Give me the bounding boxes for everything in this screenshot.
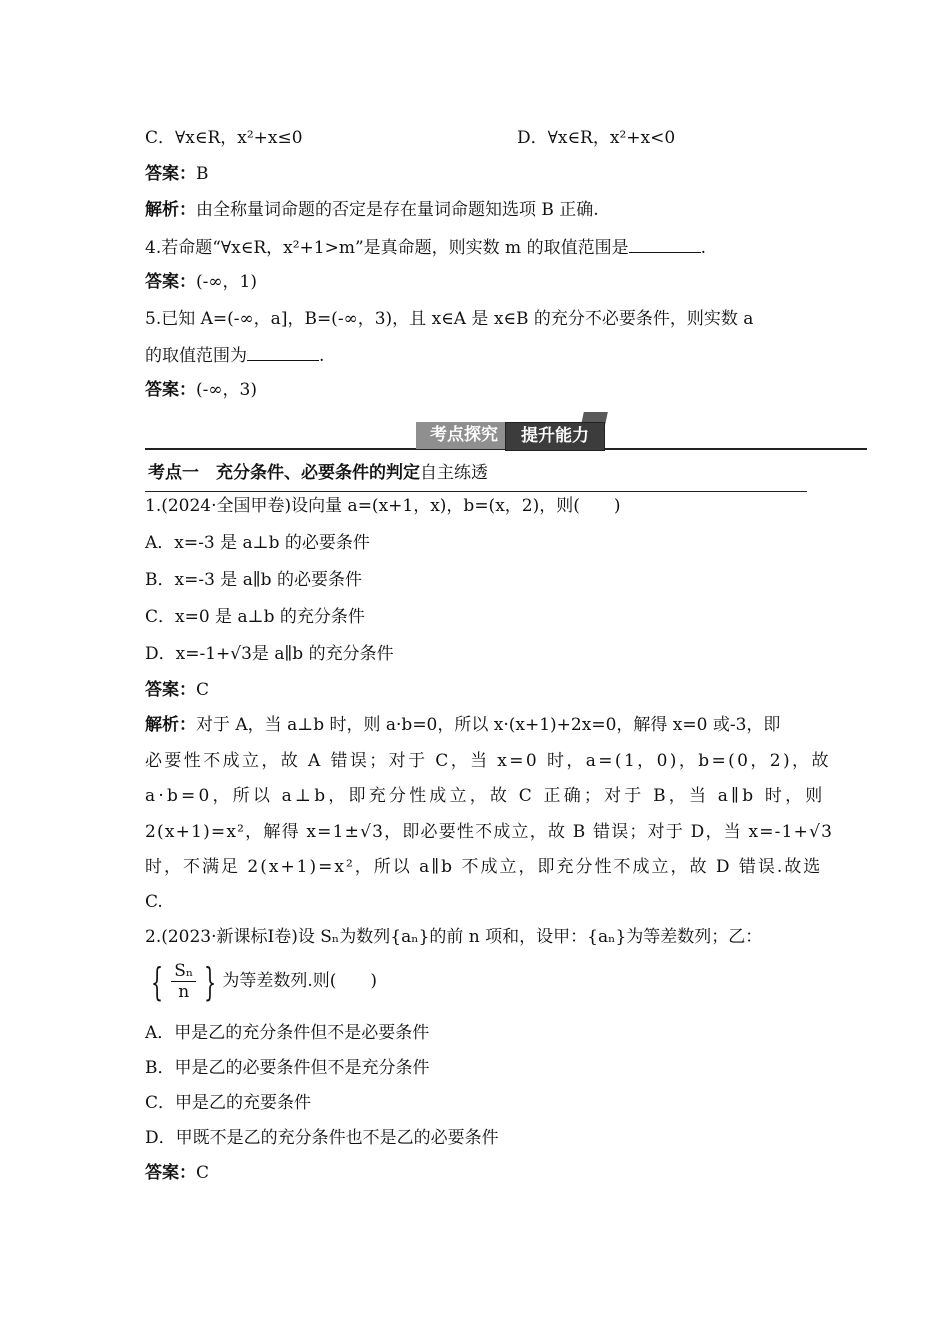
- q2-option-d: D．甲既不是乙的充分条件也不是乙的必要条件: [145, 1128, 499, 1148]
- q2-stem-line2: { $\frac{\text{Sₙ}}{n}$ } 为等差数列.则( ): [151, 959, 378, 1004]
- right-brace: }: [204, 959, 217, 1004]
- q1-explanation-line3: a·b=0，所以 a⊥b，即充分性成立，故 C 正确；对于 B，当 a∥b 时，则: [145, 786, 826, 806]
- q2-stem: 2.(2023·新课标Ⅰ卷)设 Sₙ为数列{aₙ}的前 n 项和，设甲：{aₙ}为等差数列；乙：: [145, 927, 763, 947]
- q1-explanation-line1: 解析：对于 A，当 a⊥b 时，则 a·b=0，所以 x·(x+1)+2x=0，解得 x=0 或-3，即: [145, 715, 781, 735]
- q1-option-b: B．x=-3 是 a∥b 的必要条件: [145, 570, 362, 590]
- banner-tab-explore: 考点探究: [416, 422, 512, 449]
- fraction-sn-over-n: $\frac{\text{Sₙ}}{n}$: [171, 961, 196, 1002]
- q2-option-c: C．甲是乙的充要条件: [145, 1093, 312, 1113]
- q1-explanation-line5: 时，不满足 2(x+1)=x²，所以 a∥b 不成立，即充分性不成立，故 D 错误.故选: [145, 857, 823, 877]
- q3-option-c: C．∀x∈R，x²+x≤0: [145, 128, 303, 148]
- answer-blank: [247, 342, 319, 361]
- left-brace: {: [151, 959, 164, 1004]
- q1-explanation-line6: C.: [145, 892, 163, 912]
- q3-answer: 答案：B: [145, 164, 209, 184]
- q1-stem: 1.(2024·全国甲卷)设向量 a=(x+1，x)，b=(x，2)，则( ): [145, 496, 621, 516]
- section-heading: 考点一 充分条件、必要条件的判定自主练透: [148, 463, 488, 483]
- q4-stem: 4.若命题“∀x∈R，x²+1>m”是真命题，则实数 m 的取值范围是 .: [145, 234, 706, 260]
- q1-explanation-line4: 2(x+1)=x²，解得 x=1±√3，即必要性不成立，故 B 错误；对于 D，当 x=-1+√3: [145, 822, 834, 842]
- q4-answer: 答案：(-∞，1): [145, 272, 257, 292]
- q1-answer: 答案：C: [145, 680, 210, 700]
- q3-option-d: D．∀x∈R，x²+x<0: [517, 128, 676, 148]
- banner-tab-improve: 提升能力: [505, 422, 605, 451]
- q1-explanation-line2: 必要性不成立，故 A 错误；对于 C，当 x=0 时，a=(1，0)，b=(0，2)，故: [145, 751, 831, 771]
- q2-option-b: B．甲是乙的必要条件但不是充分条件: [145, 1058, 430, 1078]
- section-rule: [145, 491, 807, 492]
- q2-answer: 答案：C: [145, 1163, 210, 1183]
- q1-option-a: A．x=-3 是 a⊥b 的必要条件: [145, 533, 370, 553]
- q2-option-a: A．甲是乙的充分条件但不是必要条件: [145, 1023, 430, 1043]
- q3-explanation: 解析：由全称量词命题的否定是存在量词命题知选项 B 正确.: [145, 200, 599, 220]
- q1-option-c: C．x=0 是 a⊥b 的充分条件: [145, 607, 365, 627]
- answer-blank: [629, 234, 701, 253]
- q1-option-d: D．x=-1+√3是 a∥b 的充分条件: [145, 644, 394, 664]
- q5-answer: 答案：(-∞，3): [145, 380, 257, 400]
- q5-stem-line1: 5.已知 A=(-∞，a]，B=(-∞，3)，且 x∈A 是 x∈B 的充分不必要条件，则实数 a: [145, 309, 754, 329]
- q5-stem-line2: 的取值范围为 .: [145, 342, 324, 368]
